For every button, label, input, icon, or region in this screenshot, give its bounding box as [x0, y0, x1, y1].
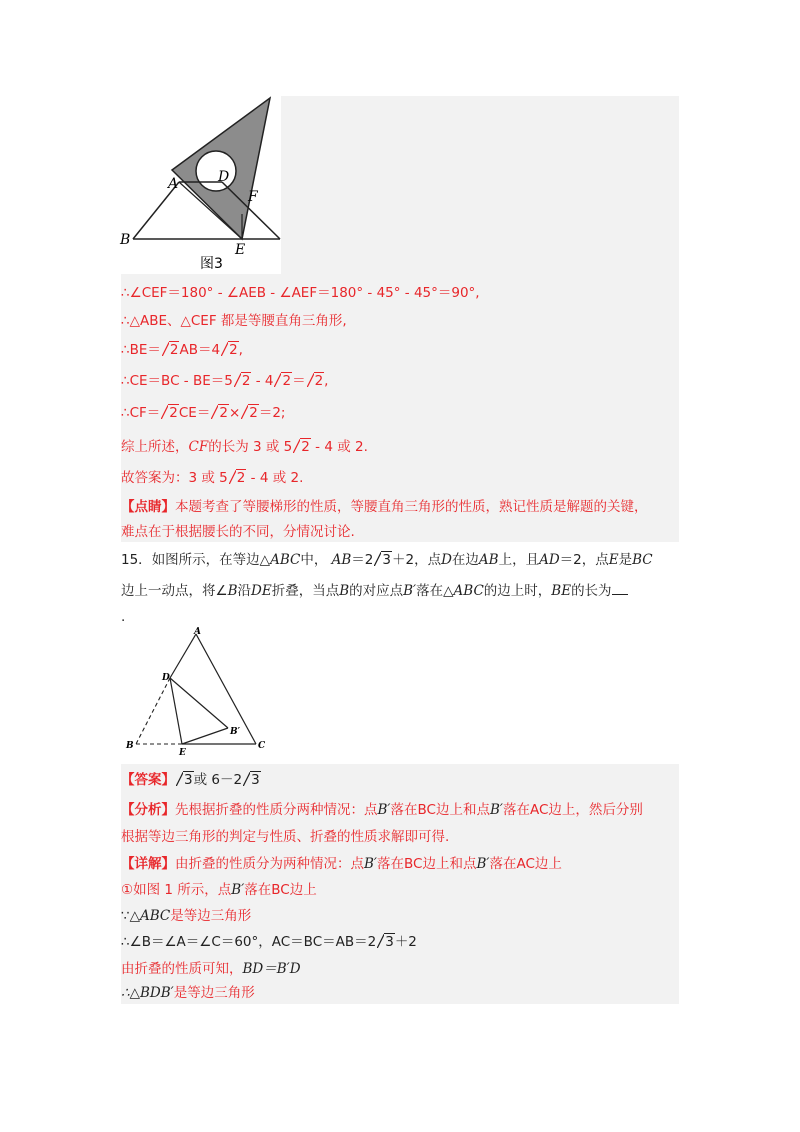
label-A: A	[168, 176, 179, 192]
detail-case1: ①如图 1 所示，点B′落在BC边上	[121, 882, 317, 898]
comment-line2: 难点在于根据腰长的不同，分情况讨论.	[121, 524, 355, 540]
step-ce: ∴CE＝BC - BE＝5 2 - 4 2＝ 2,	[121, 373, 329, 389]
analysis-line1: 【分析】先根据折叠的性质分两种情况：点B′落在BC边上和点B′落在AC边上，然后分别	[121, 802, 643, 818]
segment-DB-dashed	[136, 678, 170, 744]
problem15-line3: .	[121, 609, 126, 625]
segment-DBp	[170, 678, 228, 728]
figure3-caption: 图3	[200, 256, 223, 272]
segment-DE	[170, 678, 182, 744]
segment-AD	[170, 634, 196, 678]
figure3	[118, 94, 288, 274]
analysis-line2: 根据等边三角形的判定与性质、折叠的性质求解即可得.	[121, 829, 450, 845]
label-D: D	[218, 169, 230, 185]
detail-conclusion: ∴△BDB′是等边三角形	[121, 985, 255, 1001]
detail-line1: 【详解】由折叠的性质分为两种情况：点B′落在BC边上和点B′落在AC边上	[121, 856, 562, 872]
step-isosceles-right: ∴△ABE、△CEF 都是等腰直角三角形,	[121, 313, 347, 329]
segment-EBp	[182, 728, 228, 744]
label-C: C	[258, 741, 266, 751]
step-summary: 综上所述，CF的长为 3 或 5 2 - 4 或 2.	[121, 439, 368, 455]
figure15	[120, 626, 280, 758]
label-F: F	[248, 189, 258, 205]
label-E: E	[179, 748, 186, 758]
segment-AC	[196, 634, 256, 744]
label-Bp: B′	[230, 727, 240, 737]
detail-since: ∵△ABC是等边三角形	[121, 908, 252, 924]
label-E: E	[235, 242, 246, 258]
set-square-hole	[196, 151, 236, 191]
label-D: D	[162, 673, 170, 683]
label-A: A	[194, 627, 201, 637]
step-be: ∴BE＝ 2AB＝4 2,	[121, 342, 243, 358]
label-B: B	[120, 232, 131, 248]
detail-fold: 由折叠的性质可知，BD＝B′D	[121, 961, 301, 977]
figure3-background	[281, 96, 679, 274]
step-cf: ∴CF＝ 2CE＝ 2× 2＝2;	[121, 405, 286, 421]
step-angle-cef: ∴∠CEF＝180° - ∠AEB - ∠AEF＝180° - 45° - 45°＝90°,	[121, 285, 480, 301]
problem15-line1: 15．如图所示，在等边△ABC中， AB＝2 3＋2，点D在边AB上，且AD＝2，点E是BC	[121, 552, 653, 568]
problem15-line2: 边上一动点，将∠B沿DE折叠，当点B的对应点B′落在△ABC的边上时，BE的长为	[121, 581, 628, 601]
detail-eq1: ∴∠B＝∠A＝∠C＝60°，AC＝BC＝AB＝2 3＋2	[121, 934, 417, 950]
step-final-answer: 故答案为：3 或 5 2 - 4 或 2.	[121, 470, 304, 486]
label-B: B	[126, 741, 134, 751]
answer-blank	[612, 582, 628, 595]
answer-line: 【答案】 3或 6－2 3	[121, 772, 260, 788]
comment-line1: 【点睛】本题考查了等腰梯形的性质，等腰直角三角形的性质，熟记性质是解题的关键，	[121, 499, 648, 515]
